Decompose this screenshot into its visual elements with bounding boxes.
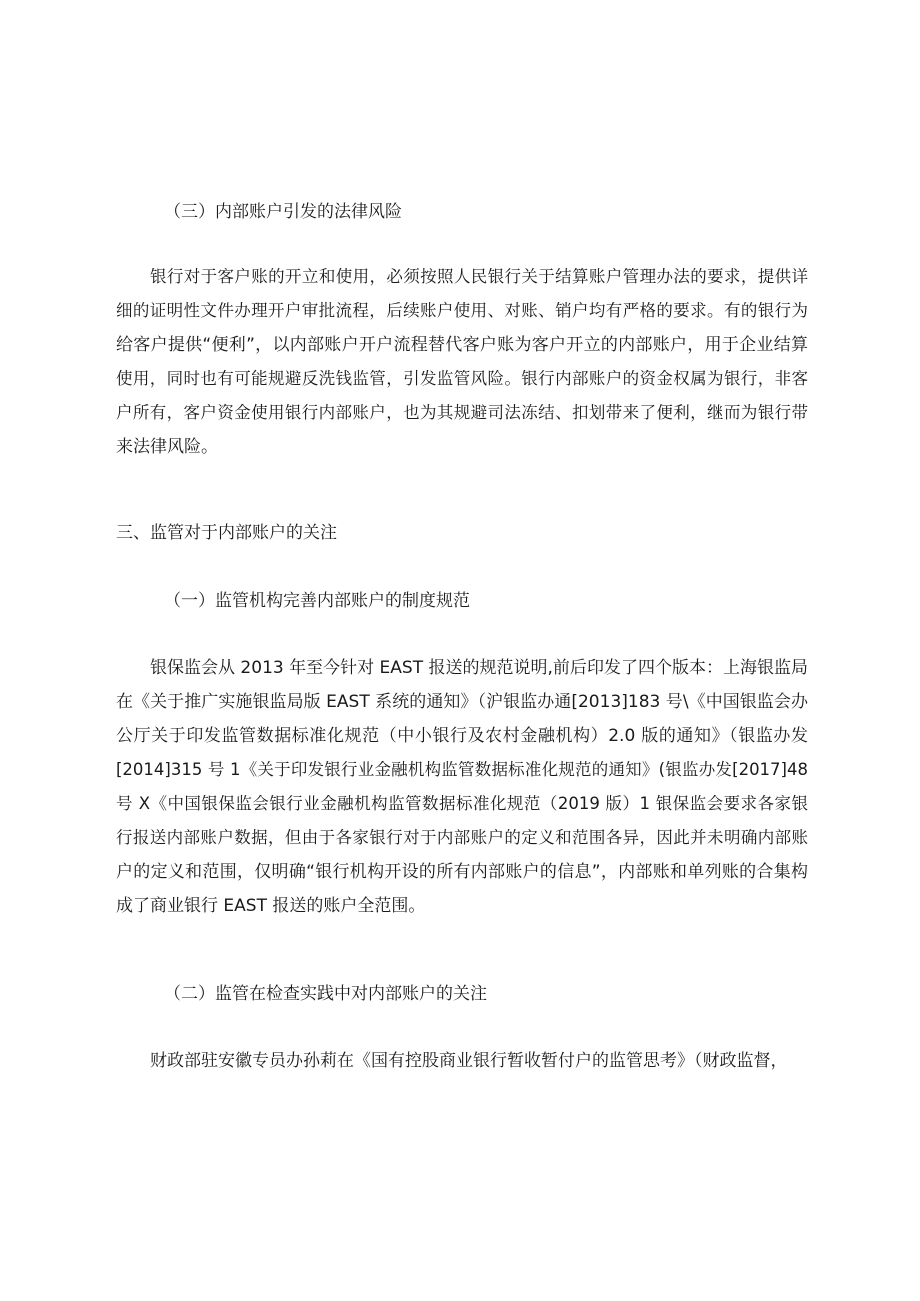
text-line: 成了商业银行 EAST 报送的账户全范围。 [116, 896, 426, 916]
text-line: 公厅关于印发监管数据标准化规范（中小银行及农村金融机构）2.0 版的通知》（银监办发 [116, 726, 808, 746]
text-line: 来法律风险。 [116, 437, 218, 457]
text-line: 在《关于推广实施银监局版 EAST 系统的通知》（沪银监办通[2013]183 号\《中国银监会办 [116, 692, 808, 712]
subheading-inspection: （二）监管在检查实践中对内部账户的关注 [164, 984, 487, 1004]
paragraph-regulatory-norms [116, 656, 808, 928]
text-line: 银行对于客户账的开立和使用，必须按照人民银行关于结算账户管理办法的要求，提供详 [150, 267, 808, 286]
text-line: 给客户提供“便利”，以内部账户开户流程替代客户账为客户开立的内部账户，用于企业结算 [116, 335, 808, 355]
section-title: 三、监管对于内部账户的关注 [116, 523, 337, 543]
text-line: 行报送内部账户数据，但由于各家银行对于内部账户的定义和范围各异，因此并未明确内部账 [116, 828, 808, 847]
text-line: 户的定义和范围，仅明确“银行机构开设的所有内部账户的信息”，内部账和单列账的合集构 [116, 862, 808, 882]
text-line: 户所有，客户资金使用银行内部账户，也为其规避司法冻结、扣划带来了便利，继而为银行带 [116, 403, 808, 422]
text-line: 使用，同时也有可能规避反洗钱监管，引发监管风险。银行内部账户的资金权属为银行，非客 [116, 369, 808, 388]
text-line: 财政部驻安徽专员办孙莉在《国有控股商业银行暂收暂付户的监管思考》（财政监督， [150, 1051, 788, 1071]
paragraph-inspection [116, 1049, 808, 1083]
subheading-regulatory-norms: （一）监管机构完善内部账户的制度规范 [164, 591, 470, 611]
text-line: 细的证明性文件办理开户审批流程，后续账户使用、对账、销户均有严格的要求。有的银行为 [116, 301, 808, 320]
text-line: [2014]315 号 1《关于印发银行业金融机构监管数据标准化规范的通知》(银监办发[2017]48 [116, 760, 808, 779]
paragraph-legal-risk [116, 265, 808, 469]
subheading-legal-risk: （三）内部账户引发的法律风险 [164, 202, 402, 222]
text-line: 银保监会从 2013 年至今针对 EAST 报送的规范说明,前后印发了四个版本：上海银监局 [150, 658, 808, 678]
text-line: 号 X《中国银保监会银行业金融机构监管数据标准化规范（2019 版）1 银保监会要求各家银 [116, 794, 808, 813]
